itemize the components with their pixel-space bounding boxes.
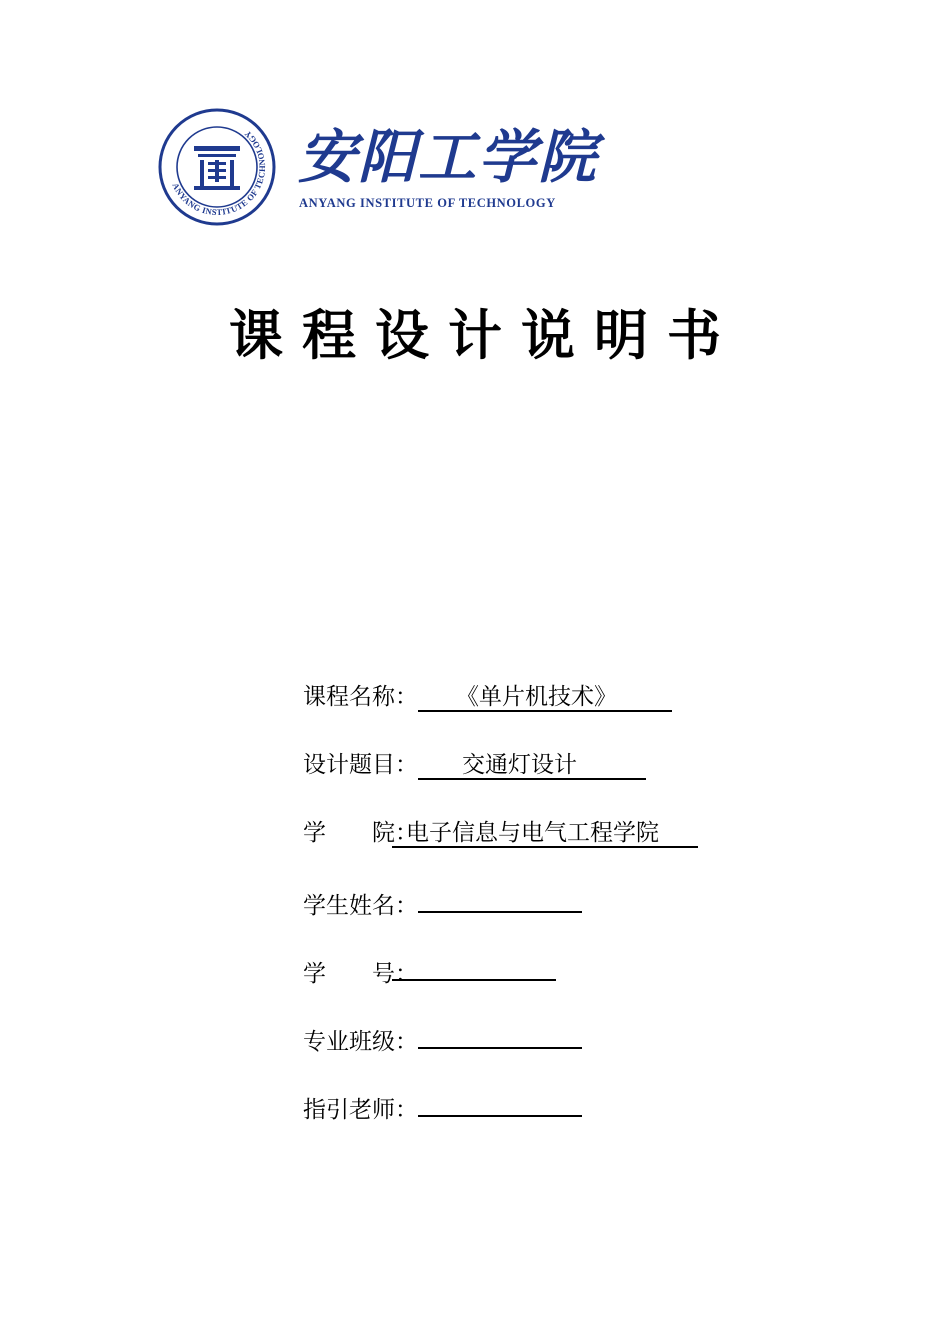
field-value: 交通灯设计	[418, 752, 646, 780]
document-title: 课程设计说明书	[229, 304, 740, 367]
svg-text:ANYANG INSTITUTE OF TECHNOLOGY: ANYANG INSTITUTE OF TECHNOLOGY	[170, 128, 268, 218]
field-advisor	[303, 1089, 582, 1126]
field-label: 课程名称：	[303, 684, 418, 710]
field-major-class	[303, 1021, 582, 1058]
school-name-cn: 安阳工学院	[298, 123, 599, 191]
field-label: 学生姓名：	[303, 893, 418, 919]
field-design-topic	[303, 749, 646, 781]
field-value	[418, 1021, 582, 1049]
field-label: 学 院：	[303, 820, 418, 846]
field-value	[392, 953, 556, 981]
school-logo	[158, 108, 599, 228]
field-label: 设计题目：	[303, 752, 418, 778]
field-student-name	[303, 885, 582, 922]
school-name-en: ANYANG INSTITUTE OF TECHNOLOGY	[299, 196, 556, 210]
field-label: 指引老师：	[303, 1097, 418, 1123]
field-college	[303, 817, 698, 849]
field-value	[418, 1089, 582, 1117]
field-course-name	[303, 681, 672, 713]
field-label: 专业班级：	[303, 1029, 418, 1055]
field-student-id	[303, 953, 556, 990]
field-value	[418, 885, 582, 913]
field-label: 学 号：	[303, 961, 418, 987]
school-seal-icon	[158, 108, 276, 226]
field-value: 电子信息与电气工程学院	[392, 820, 698, 848]
field-value: 《单片机技术》	[418, 684, 672, 712]
